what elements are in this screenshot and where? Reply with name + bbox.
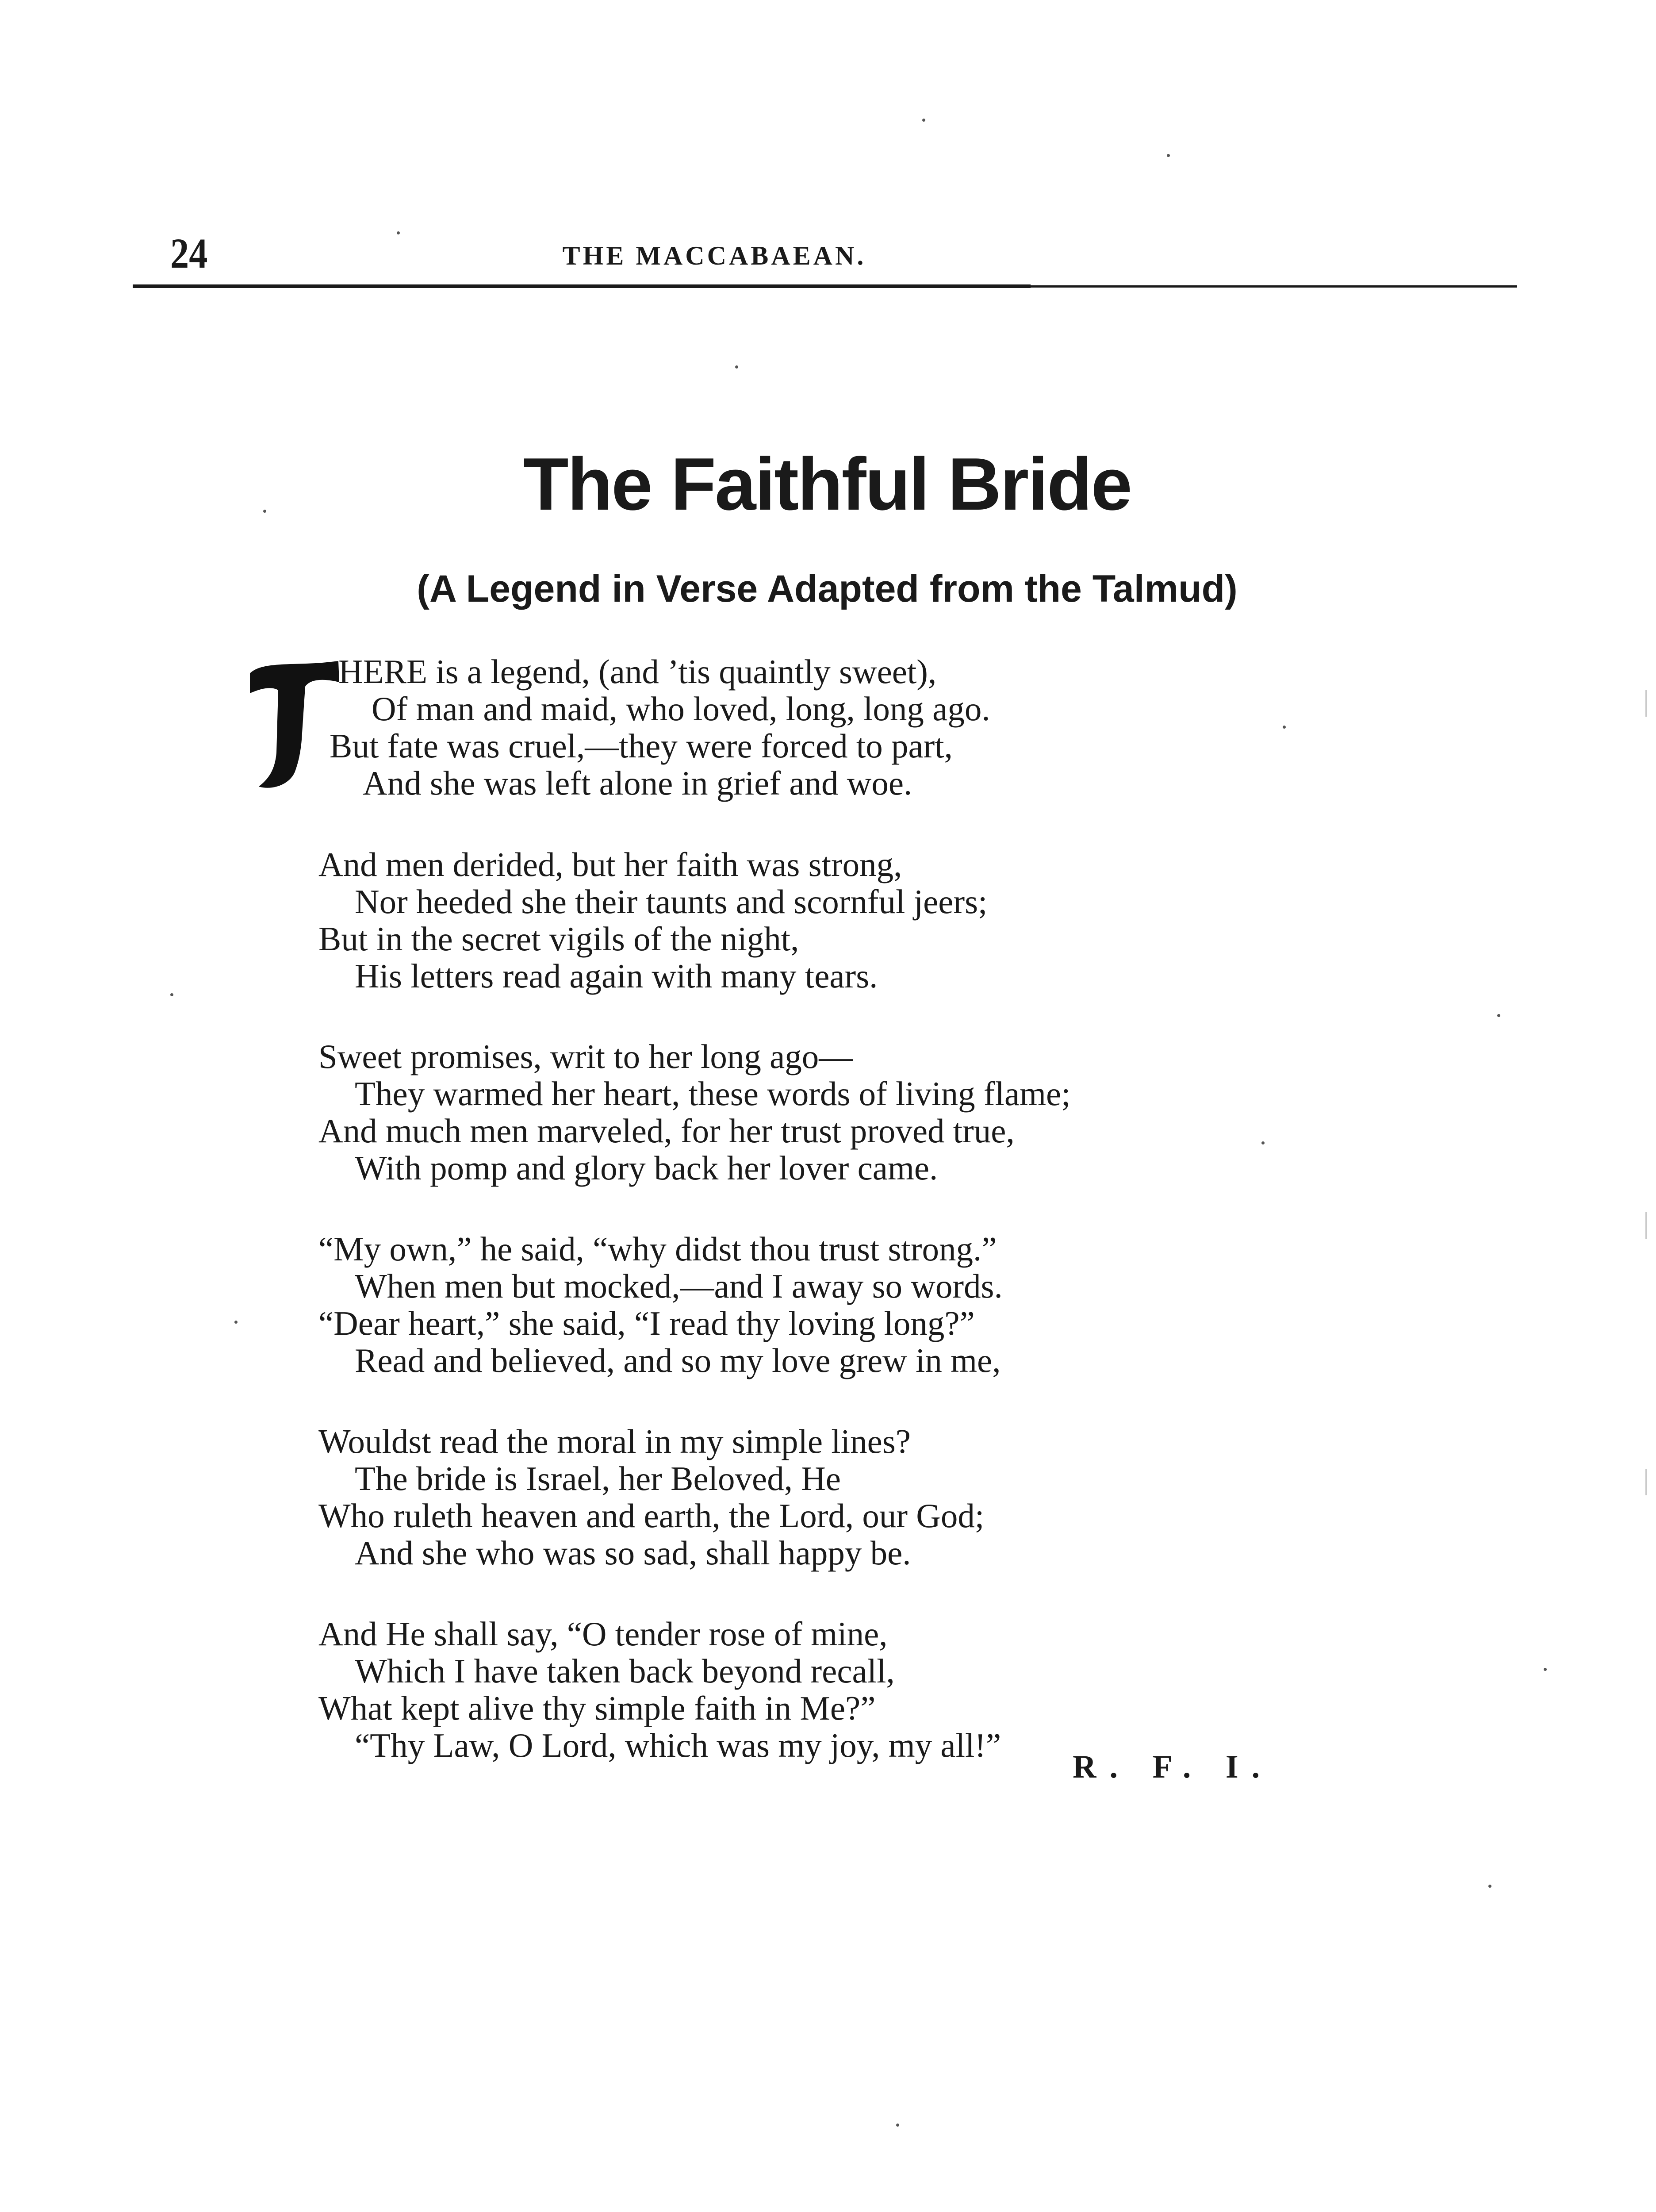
scan-speck: [922, 119, 925, 122]
scan-speck: [263, 510, 266, 513]
stanza-1: [318, 655, 1238, 801]
poem-line: “Thy Law, O Lord, which was my joy, my all!”: [355, 1726, 1001, 1764]
scan-edge-mark: [1645, 690, 1647, 717]
poem-line: And much men marveled, for her trust proved true,: [318, 1112, 1015, 1150]
poem-line: His letters read again with many tears.: [355, 957, 878, 995]
poem-line: What kept alive thy simple faith in Me?”: [318, 1689, 876, 1727]
poem-line: Sweet promises, writ to her long ago—: [318, 1037, 853, 1075]
scan-speck: [1283, 726, 1286, 729]
poem-line: And men derided, but her faith was strong,: [318, 845, 902, 883]
scan-speck: [234, 1321, 238, 1324]
scan-speck: [735, 365, 738, 369]
poem-line: When men but mocked,—and I away so words.: [355, 1267, 1003, 1305]
scan-speck: [896, 2124, 899, 2127]
poem-line: And she was left alone in grief and woe.: [363, 764, 912, 802]
header-rule-right: [1031, 285, 1517, 288]
scan-speck: [1497, 1014, 1500, 1017]
scan-speck: [1261, 1141, 1265, 1144]
poem-line: “Dear heart,” she said, “I read thy loving long?”: [318, 1304, 975, 1342]
stanza-5: [318, 1422, 1238, 1572]
poem-line: With pomp and glory back her lover came.: [355, 1149, 938, 1187]
poem-line: Wouldst read the moral in my simple lines?: [318, 1422, 911, 1460]
stanza-2: [318, 845, 1238, 995]
scan-speck: [397, 231, 400, 234]
poem-line: And He shall say, “O tender rose of mine,: [318, 1615, 888, 1653]
scan-speck: [170, 993, 173, 996]
stanza-4: [318, 1232, 1238, 1378]
header-rule: [133, 284, 1031, 288]
poem-line: The bride is Israel, her Beloved, He: [355, 1459, 841, 1498]
page-number: 24: [170, 230, 208, 277]
poem-line: Which I have taken back beyond recall,: [355, 1652, 895, 1690]
scan-edge-mark: [1645, 1212, 1647, 1239]
poem-line: And she who was so sad, shall happy be.: [355, 1534, 911, 1572]
poem-line: Who ruleth heaven and earth, the Lord, our God;: [318, 1497, 985, 1535]
article-title: The Faithful Bride: [523, 442, 1131, 526]
stanza-3: [318, 1037, 1238, 1187]
poem-line: “My own,” he said, “why didst thou trust strong.”: [318, 1230, 997, 1268]
article-subtitle: (A Legend in Verse Adapted from the Talmud): [417, 568, 1238, 610]
stanza-6: [318, 1617, 1238, 1763]
scan-speck: [1544, 1668, 1547, 1671]
poem-line: They warmed her heart, these words of living flame;: [355, 1075, 1071, 1113]
scan-edge-mark: [1645, 1469, 1647, 1495]
poem-line: Of man and maid, who loved, long, long ago.: [372, 690, 990, 728]
running-head: THE MACCABAEAN.: [562, 241, 866, 270]
poem-line: Read and believed, and so my love grew in me,: [355, 1341, 1001, 1379]
scan-speck: [1167, 154, 1170, 157]
poem-line: Nor heeded she their taunts and scornful jeers;: [355, 883, 988, 921]
poem-line: But in the secret vigils of the night,: [318, 920, 799, 958]
attribution: R. F. I.: [1073, 1749, 1273, 1785]
poem-line: But fate was cruel,—they were forced to part,: [330, 727, 953, 765]
scan-speck: [1488, 1885, 1491, 1888]
poem-line: HERE is a legend, (and ’tis quaintly sweet),: [338, 653, 937, 691]
